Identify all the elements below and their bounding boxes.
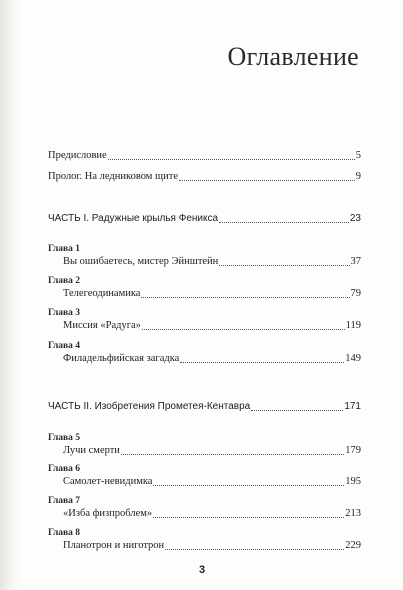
chapter-heading-8: Глава 8 [48,528,81,538]
chapter-heading-5: Глава 5 [48,433,81,443]
dot-leader [142,328,345,330]
toc-entry-chapter-2[interactable] [63,286,361,300]
toc-entry-chapter-6[interactable] [63,474,361,488]
dot-leader [180,361,344,363]
page-number: 3 [199,564,206,576]
chapter-heading-7: Глава 7 [48,496,81,506]
toc-title: Оглавление [227,42,359,71]
entry-label: Предисловие [48,150,107,161]
entry-label: «Изба физпроблем» [63,508,153,519]
entry-label: Филадельфийская загадка [63,353,180,364]
entry-label: Вы ошибаетесь, мистер Эйнштейн [63,256,219,267]
entry-label: Миссия «Радуга» [63,320,141,331]
dot-leader [153,516,344,518]
dot-leader [153,484,344,486]
dot-leader [219,264,349,266]
entry-page: 171 [344,401,361,412]
chapter-heading-6: Глава 6 [48,464,81,474]
entry-label: Самолет-невидимка [63,476,153,487]
entry-label: ЧАСТЬ II. Изобретения Прометея-Кентавра [48,401,251,412]
toc-entry-part-1[interactable] [48,211,361,225]
toc-entry-chapter-4[interactable] [63,351,361,365]
toc-entry-prologue[interactable] [48,169,361,183]
toc-entry-preface[interactable] [48,148,361,162]
entry-label: Лучи смерти [63,445,120,456]
chapter-heading-3: Глава 3 [48,308,81,318]
entry-page: 195 [345,476,361,487]
chapter-heading-2: Глава 2 [48,276,81,286]
dot-leader [219,221,349,223]
chapter-heading-1: Глава 1 [48,244,81,254]
entry-page: 119 [345,320,361,331]
entry-page: 79 [350,288,361,299]
dot-leader [251,409,343,411]
chapter-heading-4: Глава 4 [48,341,81,351]
entry-page: 5 [355,150,361,161]
dot-leader [141,296,349,298]
dot-leader [121,453,344,455]
entry-page: 37 [350,256,361,267]
entry-label: Телегеодинамика [63,288,141,299]
toc-entry-chapter-3[interactable] [63,318,361,332]
toc-entry-chapter-1[interactable] [63,254,361,268]
entry-page: 23 [349,213,361,224]
entry-label: ЧАСТЬ I. Радужные крылья Феникса [48,213,219,224]
entry-page: 9 [355,171,361,182]
toc-entry-chapter-5[interactable] [63,443,361,457]
entry-label: Пролог. На ледниковом щите [48,171,178,182]
dot-leader [165,548,344,550]
toc-entry-part-2[interactable] [48,399,361,413]
dot-leader [179,179,355,181]
entry-label: Планотрон и ниготрон [63,540,165,551]
entry-page: 149 [345,353,361,364]
entry-page: 213 [345,508,361,519]
dot-leader [108,158,355,160]
entry-page: 179 [345,445,361,456]
entry-page: 229 [345,540,361,551]
toc-entry-chapter-7[interactable] [63,506,361,520]
toc-entry-chapter-8[interactable] [63,538,361,552]
